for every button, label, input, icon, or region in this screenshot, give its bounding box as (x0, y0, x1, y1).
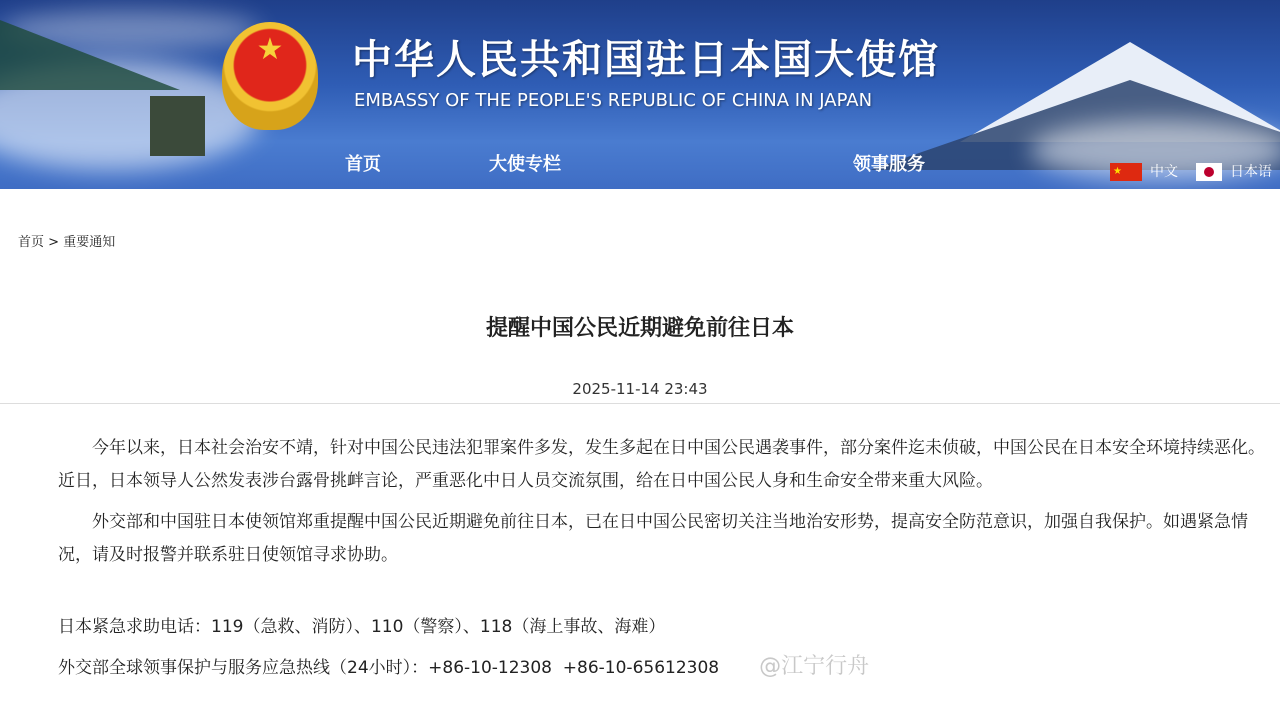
breadcrumb-separator: > (44, 235, 64, 250)
nav-home[interactable]: 首页 (345, 154, 381, 175)
watermark: @江宁行舟 (759, 654, 870, 679)
consular-hotline: 外交部全球领事保护与服务应急热线（24小时）：+86-10-12308 +86-10-65612308 (58, 658, 720, 678)
lang-japanese-label: 日本语 (1230, 164, 1272, 180)
breadcrumb-home[interactable]: 首页 (18, 235, 45, 250)
national-emblem-icon: ★ (222, 22, 318, 130)
nav-consular-services[interactable]: 领事服务 (853, 154, 925, 175)
china-flag-icon: ★ (1110, 163, 1142, 181)
article-date: 2025-11-14 23:43 (572, 380, 708, 398)
article-title: 提醒中国公民近期避免前往日本 (485, 316, 794, 341)
nav-ambassador-column[interactable]: 大使专栏 (489, 154, 561, 175)
great-wall-image (150, 96, 205, 156)
lang-chinese-label: 中文 (1150, 164, 1178, 180)
japan-flag-icon (1196, 163, 1222, 181)
lang-chinese[interactable] (1110, 162, 1178, 182)
breadcrumb (18, 234, 1280, 252)
emergency-numbers: 日本紧急求助电话：119（急救、消防）、110（警察）、118（海上事故、海难） (58, 617, 666, 637)
site-title-en: EMBASSY OF THE PEOPLE'S REPUBLIC OF CHINA IN JAPAN (354, 90, 873, 111)
article-paragraph: 外交部和中国驻日本使领馆郑重提醒中国公民近期避免前往日本，已在日中国公民密切关注当地治安形势，提高安全防范意识，加强自我保护。如遇紧急情况，请及时报警并联系驻日使领馆寻求协助。 (58, 512, 1248, 565)
site-title-cn: 中华人民共和国驻日本国大使馆 (352, 37, 940, 83)
breadcrumb-current[interactable]: 重要通知 (63, 235, 116, 250)
article-paragraph: 今年以来，日本社会治安不靖，针对中国公民违法犯罪案件多发，发生多起在日中国公民遇袭事件，部分案件迄未侦破，中国公民在日本安全环境持续恶化。近日，日本领导人公然发表涉台露骨挑衅言论，严重恶化中日人员交流氛围，给在日中国公民人身和生命安全带来重大风险。 (58, 438, 1265, 491)
lang-japanese[interactable] (1196, 162, 1272, 182)
site-banner (0, 0, 1280, 189)
article-body (0, 404, 1280, 701)
